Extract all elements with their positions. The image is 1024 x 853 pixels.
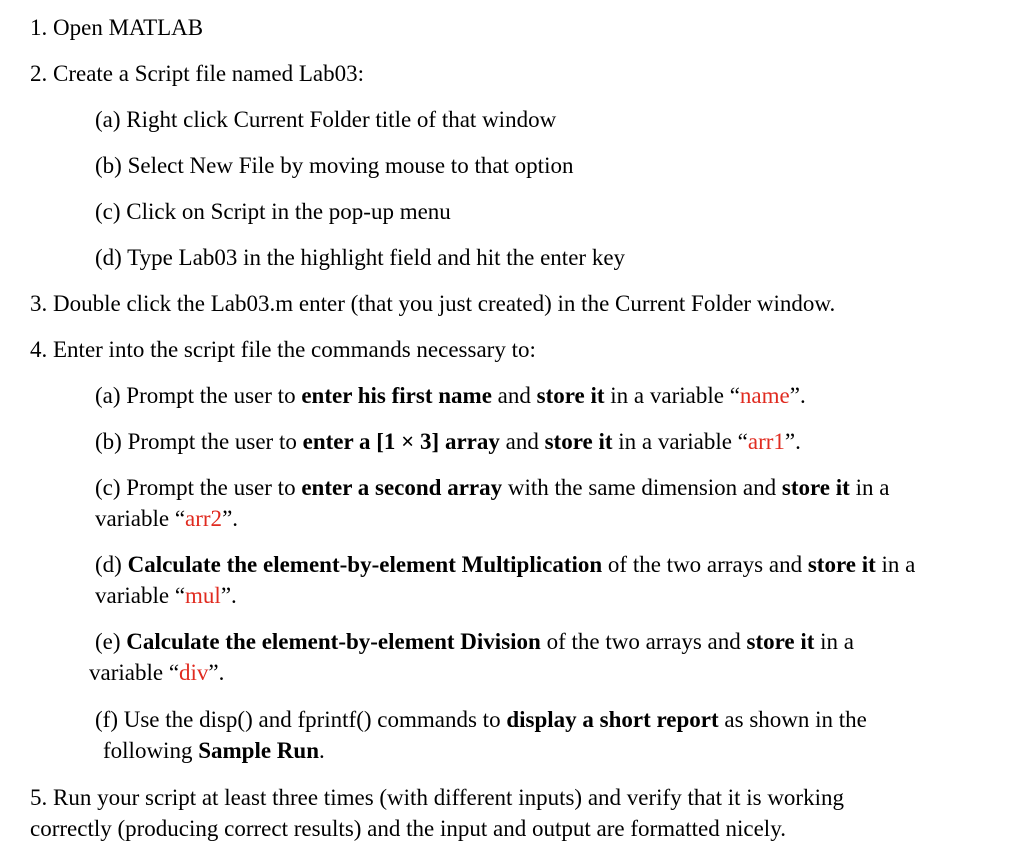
variable-name-div: div [179, 660, 209, 685]
step-4f [95, 705, 867, 735]
step-4d-text: of the two arrays and [602, 552, 808, 577]
step-4a-bold: enter his first name [301, 383, 492, 408]
step-5-line-2: correctly (producing correct results) and the input and output are formatted nicely. [30, 816, 786, 841]
step-4e-text: of the two arrays and [540, 629, 747, 654]
step-4c-bold: enter a second array [301, 475, 503, 500]
step-4e-text: (e) [95, 629, 127, 654]
step-4d-bold: Calculate the element-by-element Multiplication [127, 552, 603, 577]
step-4b-bold: enter a [1 × 3] array [302, 429, 500, 454]
step-4b-text: ”. [784, 429, 801, 454]
step-4a-bold: store it [536, 383, 605, 408]
step-4e-line-2 [89, 658, 224, 688]
step-2c: (c) Click on Script in the pop-up menu [95, 199, 451, 224]
variable-name-arr2: arr2 [185, 506, 223, 531]
step-4f-text: (f) Use the disp() and fprintf() commands to [95, 707, 507, 732]
step-4e-bold: store it [746, 629, 815, 654]
step-4d-line-2 [95, 581, 237, 611]
step-5: 5. Run your script at least three times (with different inputs) and verify that it is working [30, 785, 844, 810]
step-4f-text: . [319, 738, 325, 763]
step-4d-text: ”. [220, 583, 237, 608]
step-4a-text: in a variable “ [604, 383, 740, 408]
step-4b-text: (b) Prompt the user to [95, 429, 303, 454]
step-4c-text: in a [849, 475, 890, 500]
step-2d: (d) Type Lab03 in the highlight field and hit the enter key [95, 245, 626, 270]
step-4e-text: ”. [208, 660, 225, 685]
step-4b-text: in a variable “ [612, 429, 748, 454]
step-4e-text: variable “ [89, 660, 180, 685]
step-4a-text: (a) Prompt the user to [95, 383, 302, 408]
step-4d-text: variable “ [95, 583, 186, 608]
step-4c-text: ”. [222, 506, 239, 531]
step-4d [95, 550, 915, 580]
step-4e [95, 627, 854, 657]
step-4a-text: ”. [789, 383, 806, 408]
step-4f-bold: Sample Run [198, 738, 319, 763]
step-4e-bold: Calculate the element-by-element Division [126, 629, 541, 654]
step-1: 1. Open MATLAB [30, 15, 204, 40]
step-4c-text: variable “ [95, 506, 186, 531]
variable-name-name: name [739, 383, 790, 408]
step-4f-bold: display a short report [506, 707, 719, 732]
step-4b-text: and [499, 429, 545, 454]
variable-name-arr1: arr1 [747, 429, 785, 454]
step-4c-text: with the same dimension and [502, 475, 782, 500]
step-4c-bold: store it [781, 475, 850, 500]
step-2: 2. Create a Script file named Lab03: [30, 61, 365, 86]
step-3: 3. Double click the Lab03.m enter (that you just created) in the Current Folder window. [30, 291, 836, 316]
step-4a-text: and [491, 383, 537, 408]
step-4c [95, 473, 889, 503]
step-4: 4. Enter into the script file the commands necessary to: [30, 337, 536, 362]
step-4c-line-2 [95, 504, 238, 534]
step-4a [95, 381, 806, 411]
step-4f-text: following [103, 738, 199, 763]
step-4d-bold: store it [807, 552, 876, 577]
variable-name-mul: mul [185, 583, 221, 608]
step-4c-text: (c) Prompt the user to [95, 475, 302, 500]
step-2a: (a) Right click Current Folder title of that window [95, 107, 557, 132]
step-2b: (b) Select New File by moving mouse to that option [95, 153, 574, 178]
step-4b [95, 427, 801, 457]
step-4f-line-2 [103, 736, 325, 766]
step-4b-bold: store it [544, 429, 613, 454]
step-4f-text: as shown in the [718, 707, 867, 732]
step-4e-text: in a [814, 629, 855, 654]
step-4d-text: (d) [95, 552, 128, 577]
step-4d-text: in a [875, 552, 916, 577]
